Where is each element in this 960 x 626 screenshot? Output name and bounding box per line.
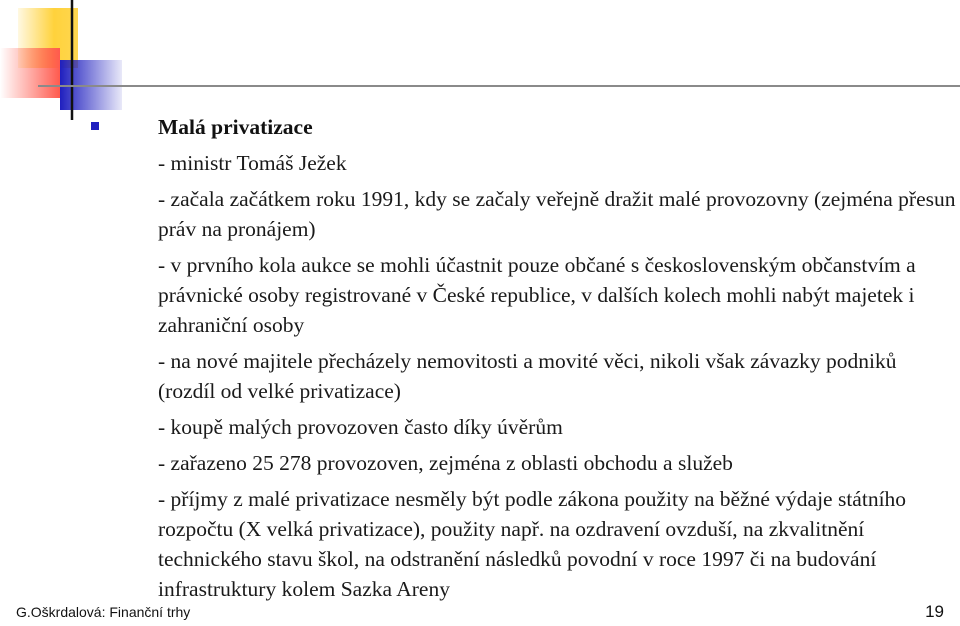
paragraph: - v prvního kola aukce se mohli účastnit pouze občané s československým občanstvím a právnické osoby registrované v České republice, v dalších kolech mohli nabýt majetek i zahraniční osoby [158,253,916,337]
page-number: 19 [925,602,944,621]
red-square [0,48,60,98]
corner-decoration [0,0,960,120]
bullet-icon [91,122,99,130]
paragraph: - příjmy z malé privatizace nesměly být podle zákona použity na běžné výdaje státního rozpočtu (X velká privatizace), použity např. na ozdravení ovzduší, na zkvalitnění technického stavu škol, na odstranění následků povodní v roce 1997 či na budování infrastruktury kolem Sazka Areny [158,487,907,601]
paragraph: - na nové majitele přecházely nemovitosti a movité věci, nikoli však závazky podniků (rozdíl od velké privatizace) [158,349,897,403]
paragraph: - zařazeno 25 278 provozoven, zejména z oblasti obchodu a služeb [158,451,733,475]
paragraph: - ministr Tomáš Ježek [158,151,347,175]
footer-author: G.Oškrdalová: Finanční trhy [16,604,191,620]
slide-heading: Malá privatizace [158,115,313,139]
paragraph: - koupě malých provozoven často díky úvěrům [158,415,563,439]
slide-content [158,112,958,610]
paragraph: - začala začátkem roku 1991, kdy se začaly veřejně dražit malé provozovny (zejména přesun práv na pronájem) [158,187,956,241]
